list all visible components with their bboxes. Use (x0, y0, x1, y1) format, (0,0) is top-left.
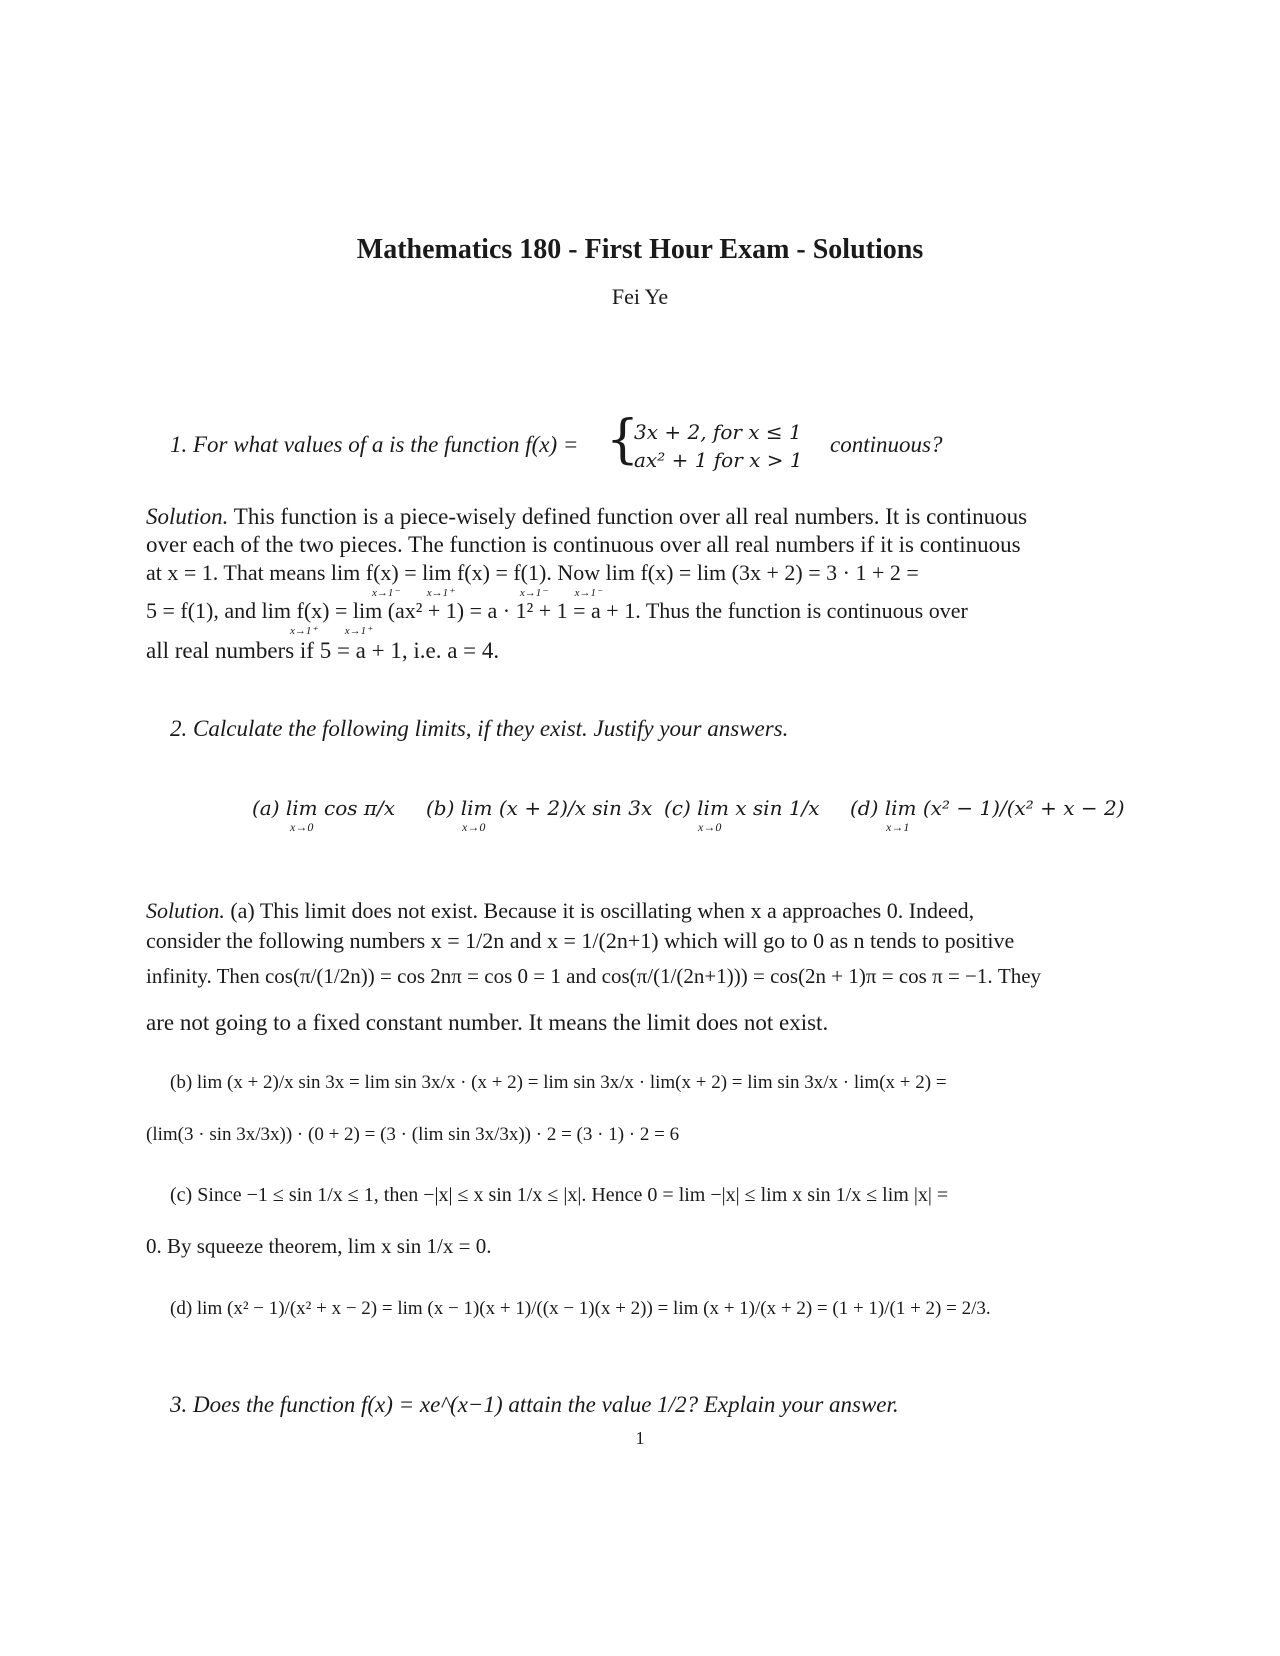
solution-1-line-1 (146, 504, 1027, 530)
limit-a-sub: x→0 (290, 820, 314, 834)
solution-1-line-4-limits: x→1⁺ x→1⁺ (290, 625, 372, 637)
solution-2c-line-1: (c) Since −1 ≤ sin 1/x ≤ 1, then −|x| ≤ x sin 1/x ≤ |x|. Hence 0 = lim −|x| ≤ lim x sin 1/x ≤ lim |x| = (170, 1184, 949, 1206)
solution-label: Solution. (146, 898, 225, 923)
solution-1-line-5: all real numbers if 5 = a + 1, i.e. a = 4. (146, 638, 500, 663)
solution-2a-line-4: are not going to a fixed constant number. It means the limit does not exist. (146, 1010, 829, 1035)
piecewise-brace: { (606, 410, 640, 470)
page-title: Mathematics 180 - First Hour Exam - Solutions (356, 234, 924, 265)
solution-label: Solution. (146, 504, 229, 529)
question-1-suffix: continuous? (830, 432, 943, 457)
solution-2c-line-2: 0. By squeeze theorem, lim x sin 1/x = 0. (146, 1234, 492, 1258)
piecewise-case-1: 3x + 2, for x ≤ 1 (634, 420, 802, 444)
solution-2b-line-1: (b) lim (x + 2)/x sin 3x = lim sin 3x/x · (x + 2) = lim sin 3x/x · lim(x + 2) = lim sin 3x/x · lim(x + 2) = (170, 1072, 947, 1093)
author-name: Fei Ye (611, 284, 669, 309)
limit-b-sub: x→0 (462, 820, 486, 834)
solution-2a-line-1 (146, 898, 974, 924)
solution-1-line-4: 5 = f(1), and lim f(x) = lim (ax² + 1) = a · 1² + 1 = a + 1. Thus the function is continuous over (146, 598, 968, 623)
solution-2b-line-2: (lim(3 · sin 3x/3x)) · (0 + 2) = (3 · (lim sin 3x/3x)) · 2 = (3 · 1) · 2 = 6 (146, 1124, 680, 1145)
limit-d: (d) lim (x² − 1)/(x² + x − 2) (850, 796, 1125, 820)
question-1-prefix: 1. For what values of a is the function f(x) = (170, 432, 579, 457)
piecewise-case-2: ax² + 1 for x > 1 (634, 448, 803, 472)
solution-2a-text-1: (a) This limit does not exist. Because it is oscillating when x a approaches 0. Indeed, (230, 898, 975, 923)
limit-c-sub: x→0 (698, 820, 722, 834)
solution-2d-line-1: (d) lim (x² − 1)/(x² + x − 2) = lim (x − 1)(x + 1)/((x − 1)(x + 2)) = lim (x + 1)/(x + 2) = (1 + 1)/(1 + 2) = 2/3. (170, 1298, 991, 1319)
question-2-text: 2. Calculate the following limits, if they exist. Justify your answers. (170, 716, 789, 741)
solution-1-line-3-limits: x→1⁻ x→1⁺ x→1⁻ x→1⁻ (372, 587, 602, 599)
limit-b: (b) lim (x + 2)/x sin 3x (426, 796, 653, 820)
solution-1-line-2: over each of the two pieces. The function is continuous over all real numbers if it is continuous (146, 532, 1021, 557)
solution-1-line-3: at x = 1. That means lim f(x) = lim f(x) = f(1). Now lim f(x) = lim (3x + 2) = 3 · 1 + 2 = (146, 560, 919, 585)
limit-c: (c) lim x sin 1/x (664, 796, 820, 820)
solution-1-text-1: This function is a piece-wisely defined function over all real numbers. It is continuous (233, 504, 1028, 529)
solution-2a-line-2: consider the following numbers x = 1/2n and x = 1/(2n+1) which will go to 0 as n tends to positive (146, 928, 1015, 953)
page-number: 1 (635, 1428, 645, 1448)
solution-2a-line-3: infinity. Then cos(π/(1/2n)) = cos 2nπ = cos 0 = 1 and cos(π/(1/(2n+1))) = cos(2n + 1)π = cos π = −1. They (146, 964, 1042, 988)
question-3-text: 3. Does the function f(x) = xe^(x−1) attain the value 1/2? Explain your answer. (170, 1392, 899, 1417)
limit-a: (a) lim cos π/x (252, 796, 396, 820)
limit-d-sub: x→1 (886, 820, 910, 834)
